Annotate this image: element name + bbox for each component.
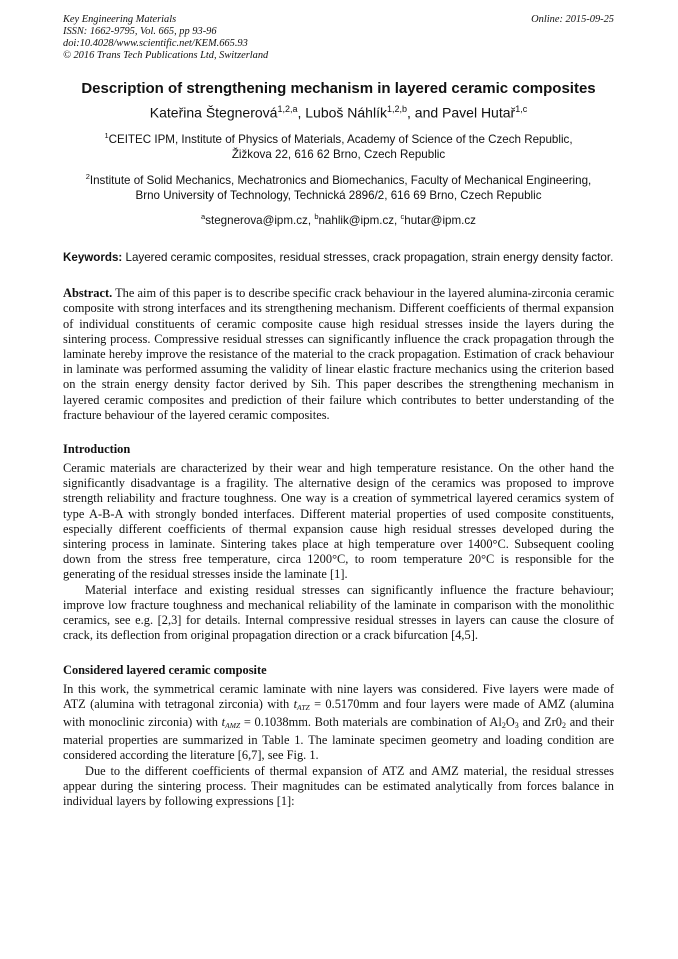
paragraph: Ceramic materials are characterized by their wear and high temperature resistance. On the other hand the significantly disadvantage is a fragility. The alternative design of the ceramics was proposed to improve strength reliability and fracture toughness. One way is a creation of symmetrical layered ceramics system of type A-B-A with strongly bonded interfaces. Different material properties of used composite constituents, especially different coefficients of thermal expansion cause high residual stresses developed during the sintering process in laminate. Sintering takes place at high temperature over 1400°C. Subsequent cooling down from the stress free temperature, circa 1200°C, to room temperature 20°C is responsible for the generating of the residual stresses inside the laminate [1]. [63,461,614,582]
affiliation-1 [63,128,614,163]
author-affil-sup: 1,2,b [386,104,407,114]
text-run: and their material properties are summarized in Table 1. The laminate specimen geometry and loading condition are considered according the literature [6,7], see Fig. 1. [63,714,614,763]
copyright-line: © 2016 Trans Tech Publications Ltd, Switzerland [63,50,269,61]
var-symbol: t [221,714,226,729]
journal-name: Key Engineering Materials [63,14,177,25]
author-affil-sup: 1,c [515,104,528,114]
text-run: and Zr0 [518,714,562,729]
var-subscript: AMZ [225,720,241,730]
keywords-label: Keywords: [63,251,123,265]
affil-line: Brno University of Technology, Technická 2896/2, 616 69 Brno, Czech Republic [135,188,542,202]
journal-header [63,14,614,62]
email-link[interactable]: nahlik@ipm.cz [318,214,395,228]
author-affil-sup: 1,2,a [277,104,298,114]
author-name: Kateřina Štegnerová [149,104,278,121]
section-heading-introduction: Introduction [63,442,131,457]
paragraph [63,682,614,764]
abstract [63,286,614,423]
keywords [63,250,614,265]
text-run: = 0.1038mm. Both materials are combination of Al [240,714,502,729]
author-separator: , [297,104,306,121]
paragraph: Material interface and existing residual stresses can significantly influence the fracture behaviour; improve low fracture toughness and mechanical reliability of the laminate in comparison with the monolithic ceramics, see e.g. [2,3] for details. Internal compressive residual stresses in layers can cause the closure of crack, its deflection from original propagation direction or a crack bifurcation [4,5]. [63,582,614,643]
affil-line: CEITEC IPM, Institute of Physics of Materials, Academy of Science of the Czech Republic, [108,132,573,146]
affiliation-2 [63,169,614,204]
email-list: $^a$stegnerova@ipm.cz, $^b$nahlik@ipm.cz, $^c$hutar@ipm.cz [201,212,476,228]
email-sup: a [201,212,206,222]
email-sup: c [400,212,405,222]
author-list [63,100,614,122]
chem-subscript: 2 [501,720,506,730]
email-link[interactable]: hutar@ipm.cz [404,214,476,228]
doi-line: doi:10.4028/www.scientific.net/KEM.665.93 [63,38,248,49]
chem-subscript: 2 [561,720,566,730]
online-date: Online: 2015-09-25 [531,14,614,25]
affil-line: Žižkova 22, 616 62 Brno, Czech Republic [231,148,446,162]
keywords-text: Layered ceramic composites, residual stresses, crack propagation, strain energy density factor. [122,251,614,265]
paragraph: Due to the different coefficients of thermal expansion of ATZ and AMZ material, the residual stresses appear during the sintering process. Their magnitudes can be estimated analytically from forces balance in individual layers by following expressions [1]: [63,763,614,808]
var-subscript: ATZ [297,702,310,712]
text-run: O [505,714,515,729]
issn-line: ISSN: 1662-9795, Vol. 665, pp 93-96 [63,26,217,37]
paper-title: Description of strengthening mechanism in layered ceramic composites [81,80,596,97]
section-heading-considered: Considered layered ceramic composite [63,662,267,677]
text-run: In this work, the symmetrical ceramic laminate with nine layers was considered. Five layers were made of ATZ (alumina with tetragonal zirconia) with [63,681,614,711]
email-sup: b [314,212,319,222]
author-name: Pavel Hutař [442,104,516,121]
chem-subscript: 3 [514,720,519,730]
var-t-amz [222,715,240,729]
email-link[interactable]: stegnerova@ipm.cz [205,214,308,228]
author-separator: , and [407,104,443,121]
affil-sup: 1 [104,130,109,140]
author-name: Luboš Náhlík [305,104,387,121]
var-t-atz [294,697,310,711]
affil-line: Institute of Solid Mechanics, Mechatronics and Biomechanics, Faculty of Mechanical Engineering, [89,173,592,187]
abstract-label: Abstract. [63,286,113,301]
text-run: = 0.5170mm and four layers were made of AMZ (alumina with monoclinic zirconia) with [63,696,614,729]
affil-sup: 2 [85,171,90,181]
var-symbol: t [293,696,298,711]
paper-page [63,14,614,809]
abstract-text: The aim of this paper is to describe specific crack behaviour in the layered alumina-zirconia ceramic composite with strong interfaces and its strengthening mechanism. Different coefficients of thermal expansion of individual constituents of ceramic composite cause high residual stresses inside the layers during the sintering process. Compressive residual stresses can significantly influence the crack propagation through the laminate hereby improve the resistance of the material to the crack propagation. Estimation of crack behaviour in laminate was performed assuming the validity of linear elastic fracture mechanics using the criterion based on the strain energy density factor derived by Sih. This paper describes the strengthening mechanism in layered ceramic composites and prediction of their failure which contributes to better understanding of the fracture behaviour of the layered ceramic composites. [63,286,614,422]
